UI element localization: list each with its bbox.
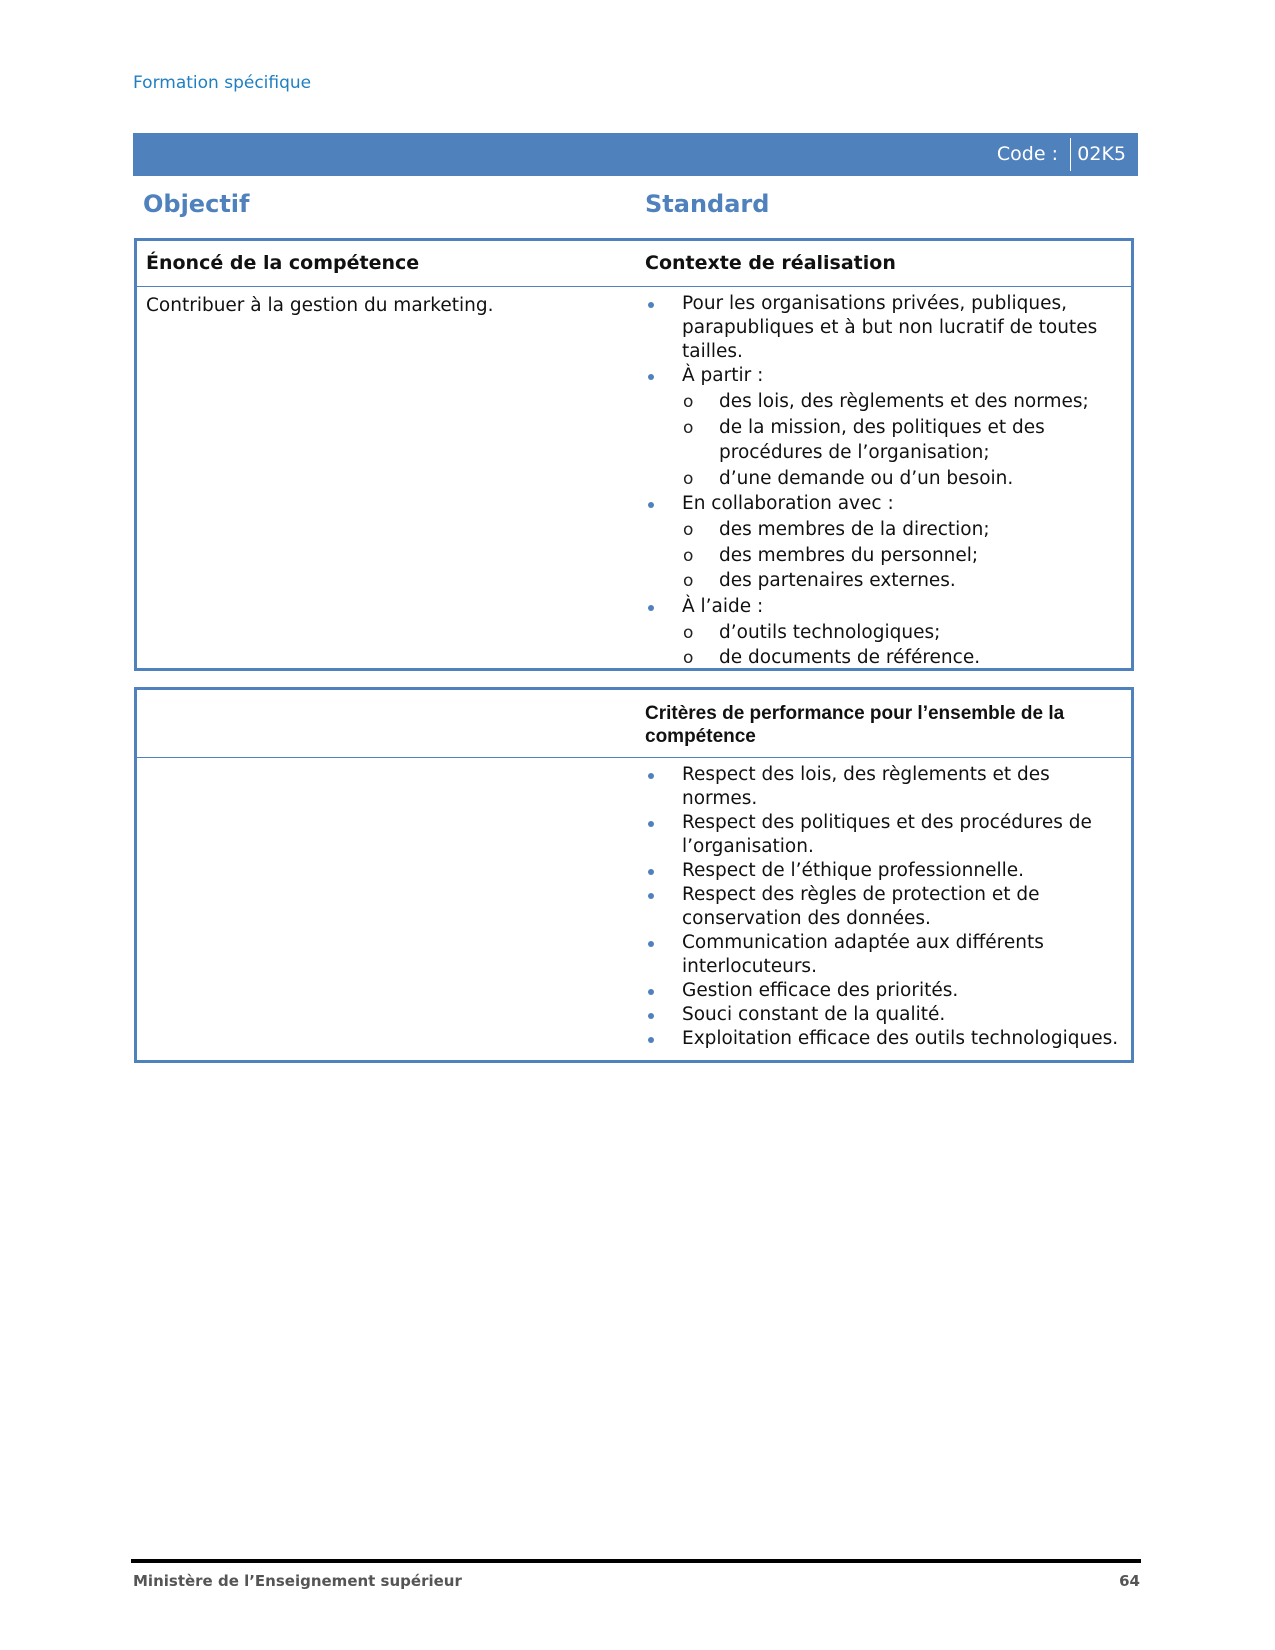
list-item: Exploitation efficace des outils technologiques. <box>645 1027 1120 1051</box>
enonce-heading: Énoncé de la compétence <box>146 252 420 274</box>
table-header-row <box>137 690 1131 758</box>
document-header-title: Formation spécifique <box>133 73 312 93</box>
code-label: Code : <box>996 143 1058 165</box>
list-item: Respect des lois, des règlements et des normes. <box>645 763 1120 811</box>
list-item <box>645 595 1120 671</box>
list-item-text: À l’aide : <box>682 595 764 617</box>
enonce-text: Contribuer à la gestion du marketing. <box>146 295 494 316</box>
list-item-text: À partir : <box>682 365 764 386</box>
objectif-title: Objectif <box>143 190 250 218</box>
list-item-text: Pour les organisations privées, publiques, parapubliques et à but non lucratif de toutes tailles. <box>682 293 1098 362</box>
criteres-list <box>645 763 1120 1051</box>
code-bar <box>133 133 1138 176</box>
sub-list-item: o de la mission, des politiques et des procédures de l’organisation; <box>682 415 1120 466</box>
list-item-text: En collaboration avec : <box>682 493 894 514</box>
sub-list <box>682 620 1120 671</box>
code-value: 02K5 <box>1077 143 1126 165</box>
criteres-heading: Critères de performance pour l’ensemble de la compétence <box>645 703 1065 747</box>
competence-context-table <box>134 238 1134 671</box>
list-item <box>645 492 1120 594</box>
contexte-list <box>645 292 1120 672</box>
list-item: Gestion efficace des priorités. <box>645 979 1120 1003</box>
list-item: Respect des règles de protection et de conservation des données. <box>645 883 1120 931</box>
sub-list-item: o des membres du personnel; <box>682 543 1120 569</box>
code-divider <box>1070 138 1071 171</box>
list-item <box>645 364 1120 491</box>
sub-list-item: o de documents de référence. <box>682 645 1120 671</box>
sub-list-item: o des lois, des règlements et des normes; <box>682 389 1120 415</box>
page-number: 64 <box>1119 1572 1140 1590</box>
sub-list-item: o des partenaires externes. <box>682 568 1120 594</box>
contexte-heading: Contexte de réalisation <box>645 252 896 274</box>
list-item: Communication adaptée aux différents interlocuteurs. <box>645 931 1120 979</box>
list-item: Souci constant de la qualité. <box>645 1003 1120 1027</box>
list-item <box>645 292 1120 364</box>
list-item: Respect des politiques et des procédures de l’organisation. <box>645 811 1120 859</box>
sub-list-item: o d’une demande ou d’un besoin. <box>682 466 1120 492</box>
performance-criteria-table <box>134 687 1134 1063</box>
sub-list-item: o d’outils technologiques; <box>682 620 1120 646</box>
list-item: Respect de l’éthique professionnelle. <box>645 859 1120 883</box>
sub-list <box>682 389 1120 491</box>
footer-ministry: Ministère de l’Enseignement supérieur <box>133 1572 462 1590</box>
sub-list <box>682 517 1120 594</box>
sub-list-item: o des membres de la direction; <box>682 517 1120 543</box>
table-header-row <box>137 241 1131 287</box>
standard-title: Standard <box>645 190 770 218</box>
footer-rule <box>131 1559 1141 1563</box>
